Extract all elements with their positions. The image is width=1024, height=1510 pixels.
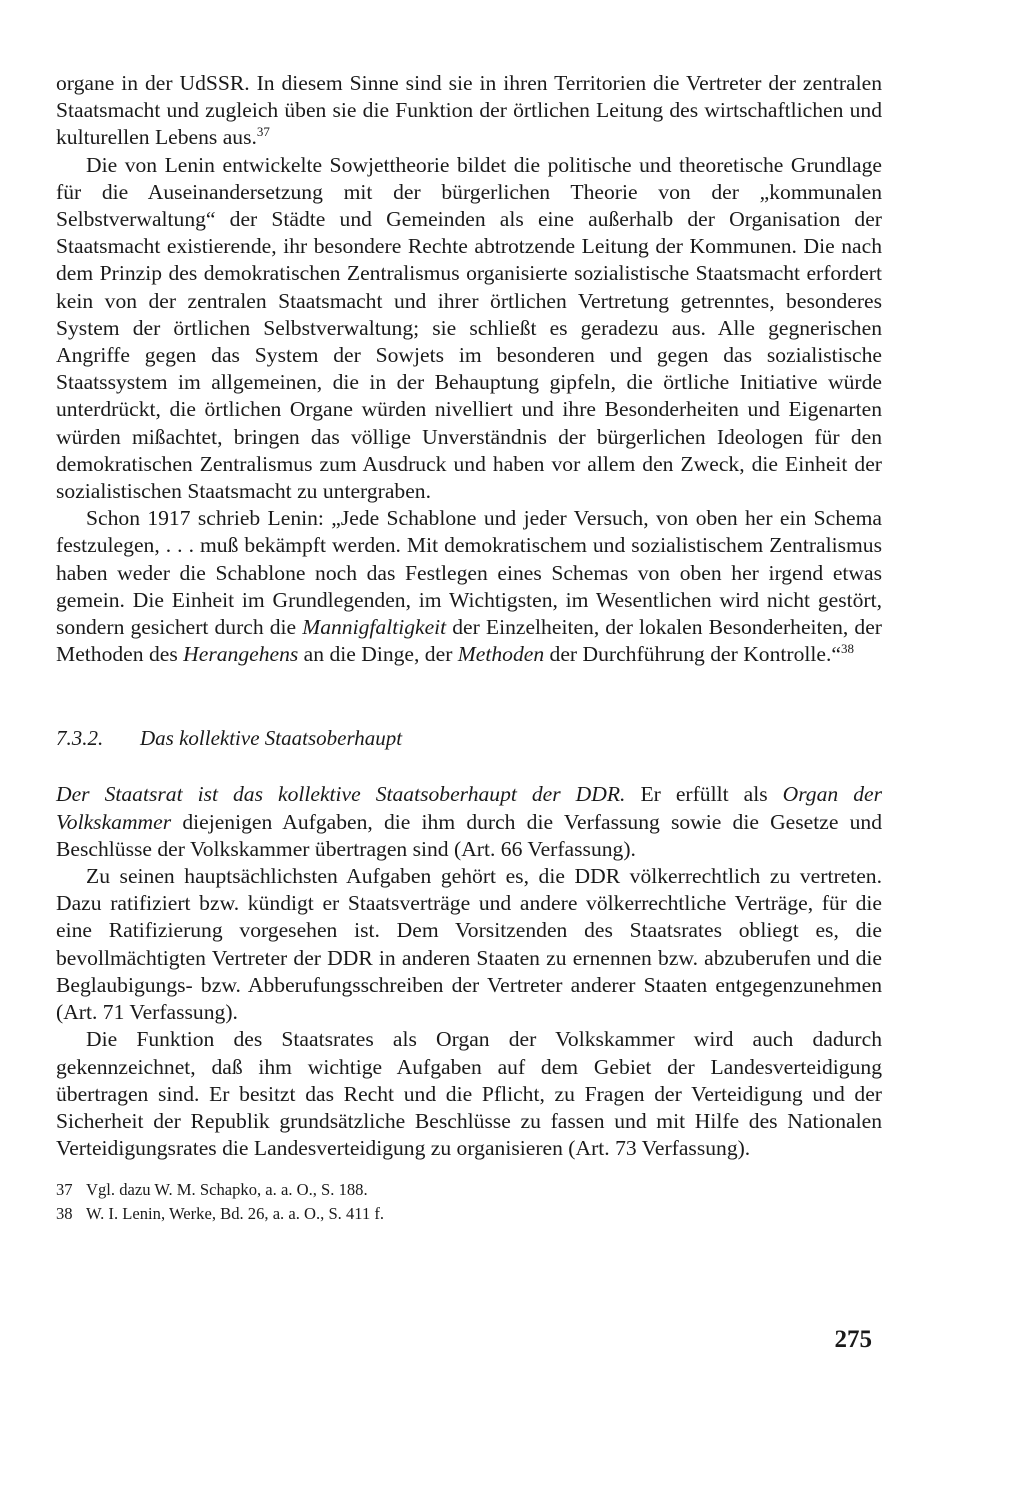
paragraph-4-emphasis-2: Organ der Volkskammer bbox=[56, 782, 882, 834]
paragraph-1-text: organe in der UdSSR. In diesem Sinne sind sie in ihren Territorien die Vertreter der zentralen Staatsmacht und zugleich üben sie die Funktion der örtlichen Leitung des wirtschaftlichen und kulturellen Lebens aus. bbox=[56, 71, 882, 150]
paragraph-3-emphasis-2: Herangehens bbox=[183, 642, 299, 667]
paragraph-5: Zu seinen hauptsächlichsten Aufgaben gehört es, die DDR völkerrechtlich zu vertreten. Dazu ratifiziert bzw. kündigt er Staatsverträge und andere völkerrechtliche Verträge, für die eine Ratifizierung vorgesehen ist. Dem Vorsitzenden des Staatsrates obliegt es, die bevollmächtigten Vertreter der DDR in anderen Staaten zu ernennen bzw. abzuberufen und die Beglaubigungs- bzw. Abberufungsschreiben der Vertreter anderer Staaten entgegenzunehmen (Art. 71 Verfassung). bbox=[56, 864, 882, 1025]
paragraph-1 bbox=[56, 70, 882, 152]
page-body bbox=[56, 70, 882, 1226]
footnote-number: 37 bbox=[56, 1180, 73, 1200]
footnote-37 bbox=[56, 1178, 882, 1202]
footnote-ref-38: 38 bbox=[840, 641, 854, 657]
section-title: Das kollektive Staatsoberhaupt bbox=[140, 726, 403, 751]
paragraph-3-emphasis-1: Mannigfaltigkeit bbox=[302, 615, 447, 640]
section-heading bbox=[56, 726, 882, 751]
paragraph-3-emphasis-3: Methoden bbox=[457, 642, 545, 667]
footnote-38 bbox=[56, 1202, 882, 1226]
footnote-text: W. I. Lenin, Werke, Bd. 26, a. a. O., S. 411 f. bbox=[86, 1204, 385, 1224]
section-number: 7.3.2. bbox=[56, 726, 104, 751]
footnotes bbox=[56, 1178, 882, 1226]
footnote-ref-37: 37 bbox=[256, 124, 270, 140]
paragraph-3-text-e: an die Dinge, der bbox=[298, 642, 458, 667]
page-number: 275 bbox=[834, 1326, 872, 1353]
paragraph-6: Die Funktion des Staatsrates als Organ der Volkskammer wird auch dadurch gekennzeichnet, daß ihm wichtige Aufgaben auf dem Gebiet der Landesverteidigung übertragen sind. Er besitzt das Recht und die Pflicht, zu Fragen der Verteidigung und der Sicherheit der Republik grundsätzliche Beschlüsse zu fassen und mit Hilfe des Nationalen Verteidigungsrates die Landesverteidigung zu organisieren (Art. 73 Verfassung). bbox=[56, 1027, 882, 1161]
paragraph-4-text-d: diejenigen Aufgaben, die ihm durch die Verfassung sowie die Gesetze und Beschlüsse der Volkskammer übertragen sind (Art. 66 Verfassung). bbox=[56, 809, 882, 861]
paragraph-4-text-b: Er erfüllt als bbox=[625, 782, 783, 807]
paragraph-2: Die von Lenin entwickelte Sowjettheorie bildet die politische und theoretische Grundlage für die Auseinandersetzung mit der bürgerlichen Theorie von der „kommunalen Selbstverwaltung“ der Städte und Gemeinden als eine außerhalb der Organisation der Staatsmacht existierende, ihr besondere Rechte abtrotzende Leitung der Kommunen. Die nach dem Prinzip des demokratischen Zentralismus organisierte sozialistische Staatsmacht erfordert kein von der zentralen Staatsmacht und ihrer örtlichen Vertretung getrenntes, besonderes System der örtlichen Selbstverwaltung; sie schließt es geradezu aus. Alle gegnerischen Angriffe gegen das System der Sowjets im besonderen und gegen das sozialistische Staatssystem im allgemeinen, die in der Behauptung gipfeln, die örtliche Initiative würde unterdrückt, die örtlichen Organe würden nivelliert und ihre Besonderheiten und Eigenarten würden mißachtet, bringen das völlige Unverständnis der bürgerlichen Ideologen für den demokratischen Zentralismus zum Ausdruck und haben vor allem den Zweck, die Einheit der sozialistischen Staatsmacht zu untergraben. bbox=[56, 152, 882, 504]
paragraph-3-text-a: Schon 1917 schrieb Lenin: „Jede Schablone und jeder Versuch, von oben her ein Schema festzulegen, . . . muß bekämpft werden. Mit demokratischem und sozialistischem Zentralismus haben weder die Schablone noch das Festlegen eines Schemas von oben her irgend etwas gemein. Die Einheit im Grundlegenden, im Wichtigsten, im Wesentlichen wird nicht gestört, sondern gesichert durch die bbox=[56, 506, 882, 640]
paragraph-3 bbox=[56, 505, 882, 668]
footnote-number: 38 bbox=[56, 1204, 73, 1224]
paragraph-4-emphasis-1: Der Staatsrat ist das kollektive Staatsoberhaupt der DDR. bbox=[56, 782, 626, 807]
paragraph-3-text-c: der Einzelheiten, der lokalen Besonderheiten, der Methoden des bbox=[56, 615, 882, 667]
paragraph-4 bbox=[56, 781, 882, 863]
paragraph-3-text-g: der Durchführung der Kontrolle.“ bbox=[544, 642, 841, 667]
footnote-text: Vgl. dazu W. M. Schapko, a. a. O., S. 188. bbox=[86, 1180, 368, 1200]
